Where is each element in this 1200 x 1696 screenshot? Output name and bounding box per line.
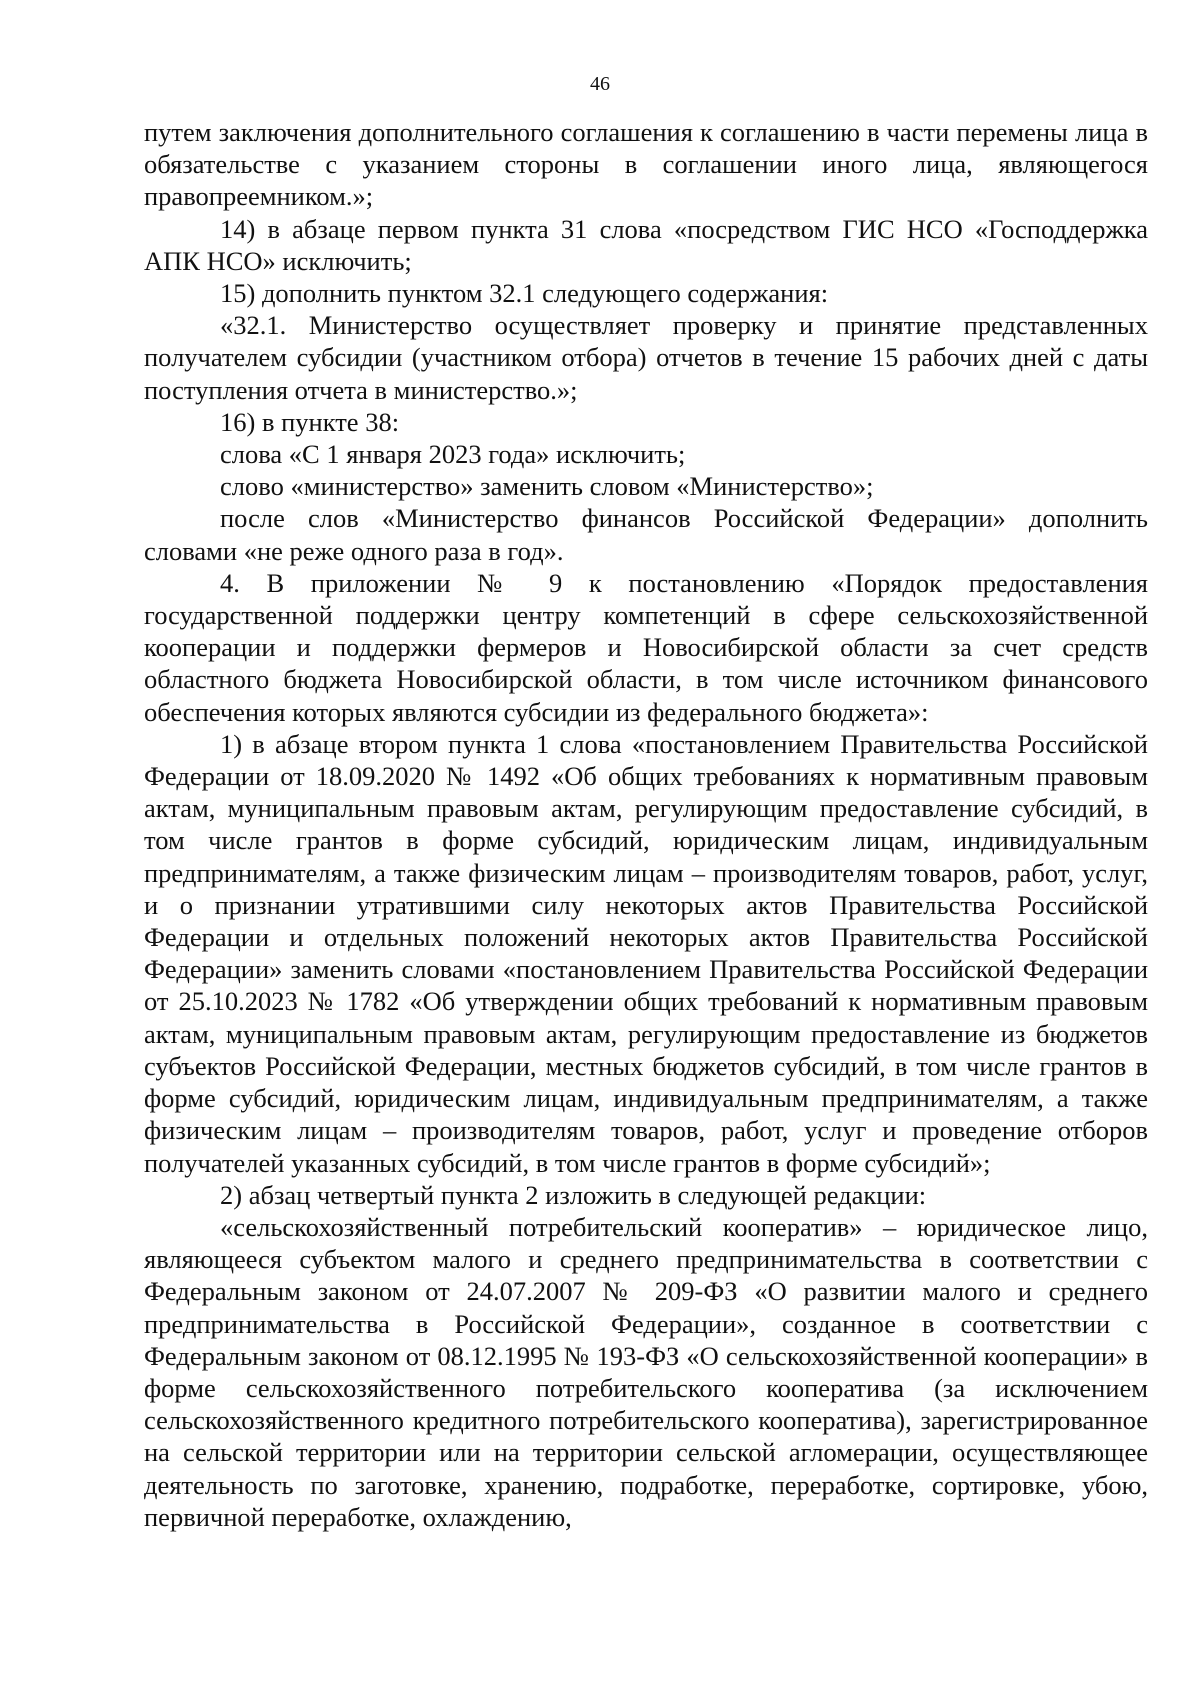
paragraph-item-16: 16) в пункте 38:: [220, 406, 400, 437]
page-number: 46: [590, 73, 610, 95]
paragraph-section-4: 4. В приложении № 9 к постановлению «Порядок предоставления государственной поддержки центру компетенций в сфере сельскохозяйственной кооперации и поддержки фермеров и Новосибирской области за счет средств областного бюджета Новосибирской области, в том числе источником финансового обеспечения которых являются субсидии из федерального бюджета»:: [144, 567, 1148, 727]
document-body: [144, 116, 1148, 1533]
paragraph-item-16-words: слова «С 1 января 2023 года» исключить;: [220, 439, 686, 470]
paragraph-item-14: 14) в абзаце первом пункта 31 слова «посредством ГИС НСО «Господдержка АПК НСО» исключить;: [144, 213, 1148, 276]
paragraph-item-15: 15) дополнить пунктом 32.1 следующего содержания:: [220, 278, 829, 309]
paragraph-item-32-1-text: «32.1. Министерство осуществляет проверку и принятие представленных получателем субсидии (участником отбора) отчетов в течение 15 рабочих дней с даты поступления отчета в министерство.»;: [144, 310, 1148, 405]
paragraph-subitem-2: 2) абзац четвертый пункта 2 изложить в следующей редакции:: [220, 1179, 927, 1210]
paragraph-continuation: путем заключения дополнительного соглашения к соглашению в части перемены лица в обязательстве с указанием стороны в соглашении иного лица, являющегося правопреемником.»;: [144, 117, 1148, 212]
paragraph-item-16-word: слово «министерство» заменить словом «Министерство»;: [220, 471, 874, 502]
paragraph-item-16-after: после слов «Министерство финансов Российской Федерации» дополнить словами «не реже одного раза в год».: [144, 503, 1148, 566]
paragraph-subitem-1: 1) в абзаце втором пункта 1 слова «постановлением Правительства Российской Федерации от 18.09.2020 № 1492 «Об общих требованиях к нормативным правовым актам, муниципальным правовым актам, регулирующим предоставление субсидий, в том числе грантов в форме субсидий, юридическим лицам, индивидуальным предпринимателям, а также физическим лицам – производителям товаров, работ, услуг, и о признании утратившими силу некоторых актов Правительства Российской Федерации и отдельных положений некоторых актов Правительства Российской Федерации» заменить словами «постановлением Правительства Российской Федерации от 25.10.2023 № 1782 «Об утверждении общих требований к нормативным правовым актам, муниципальным правовым актам, регулирующим предоставление из бюджетов субъектов Российской Федерации, местных бюджетов субсидий, в том числе грантов в форме субсидий, юридическим лицам, индивидуальным предпринимателям, а также физическим лицам – производителям товаров, работ, услуг и проведение отборов получателей указанных субсидий, в том числе грантов в форме субсидий»;: [144, 728, 1148, 1178]
paragraph-definition: «сельскохозяйственный потребительский кооператив» – юридическое лицо, являющееся субъектом малого и среднего предпринимательства в соответствии с Федеральным законом от 24.07.2007 № 209-ФЗ «О развитии малого и среднего предпринимательства в Российской Федерации», созданное в соответствии с Федеральным законом от 08.12.1995 № 193-ФЗ «О сельскохозяйственной кооперации» в форме сельскохозяйственного потребительского кооператива (за исключением сельскохозяйственного кредитного потребительского кооператива), зарегистрированное на сельской территории или на территории сельской агломерации, осуществляющее деятельность по заготовке, хранению, подработке, переработке, сортировке, убою, первичной переработке, охлаждению,: [144, 1211, 1148, 1532]
